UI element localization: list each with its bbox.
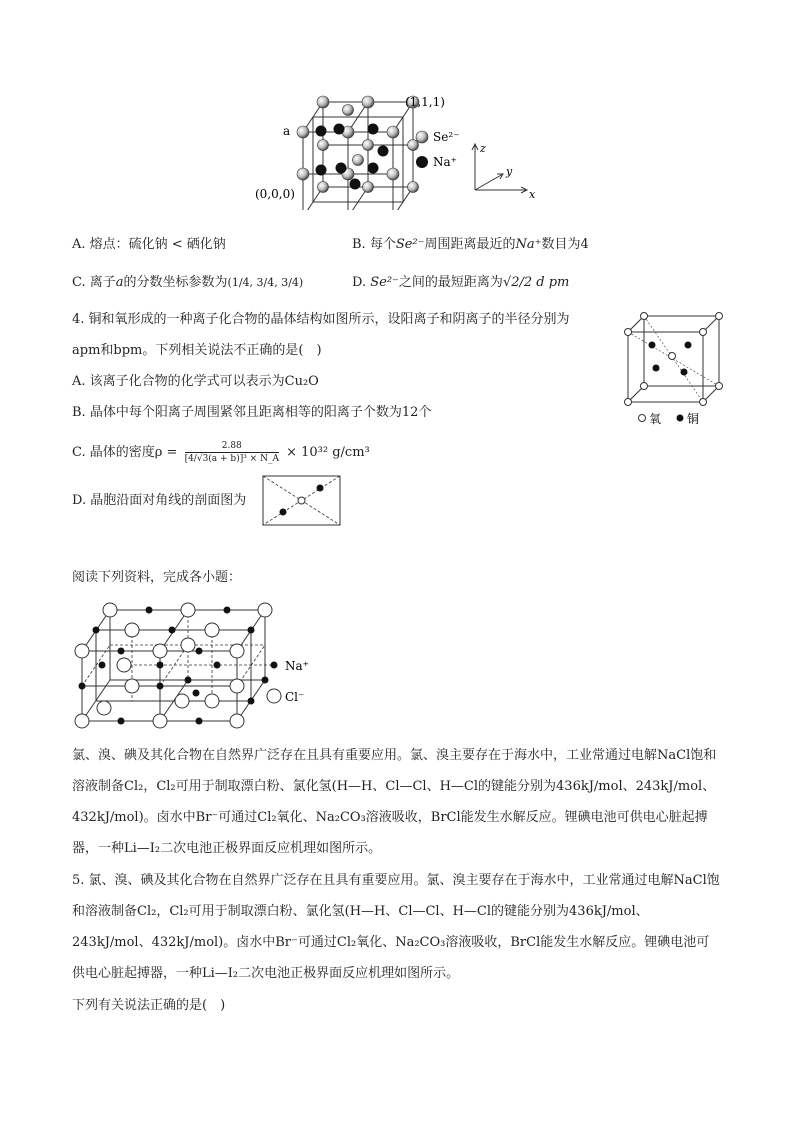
q4-c-pre: C. 晶体的密度ρ = <box>72 445 178 460</box>
cu-ion <box>317 485 324 492</box>
q4-stem-line2: apm和bpm。下列相关说法不正确的是( ) <box>72 343 322 358</box>
q4-option-d: D. 晶胞沿面对角线的剖面图为 <box>72 493 247 508</box>
coord-111-label: (1,1,1) <box>405 95 445 109</box>
na2se-cell-figure <box>255 90 555 210</box>
coord-000-label: (0,0,0) <box>255 187 295 201</box>
q4-c-denominator: [4/√3(a + b)]³ × N_A <box>184 454 279 464</box>
q3-b-se: Se²⁻ <box>395 237 425 252</box>
q3-b-post: 数目为4 <box>541 237 589 252</box>
q3-c-coord: (1/4, 3/4, 3/4) <box>227 276 304 289</box>
q3-option-b <box>352 235 589 255</box>
q4-stem-line1: 4. 铜和氧形成的一种离子化合物的晶体结构如图所示，设阳离子和阴离子的半径分别为 <box>72 312 570 327</box>
question-5-stem: 5. 氯、溴、碘及其化合物在自然界广泛存在且具有重要应用。氯、溴主要存在于海水中，工业常通过电解NaCl饱和溶液制备Cl₂，Cl₂可用于制取漂白粉、氯化氢(H—H、Cl—Cl、H—Cl的键能分别为436kJ/mol、243kJ/mol、432kJ/mol)。卤水中Br⁻可通过Cl₂氧化、Na₂CO₃溶液吸收，BrCl能发生水解反应。锂碘电池可供电心脏起搏器，一种Li—I₂二次电池正极界面反应机理如图所示。 <box>72 873 720 981</box>
cu2o-cell-figure <box>622 312 732 430</box>
q3-c-post: 的分数坐标参数为 <box>123 275 228 290</box>
se-legend-icon <box>416 131 428 143</box>
q3-b-mid: 周围距离最近的 <box>424 237 516 252</box>
cu2o-section-figure <box>262 475 342 527</box>
q4-option-a: A. 该离子化合物的化学式可以表示为Cu₂O <box>72 374 319 389</box>
copper-legend-icon <box>677 415 684 422</box>
cu-ion <box>280 509 287 516</box>
q4-c-fraction <box>185 440 279 465</box>
na-legend-icon <box>271 662 278 669</box>
q3-option-c <box>72 273 303 293</box>
axis-y-label: y <box>506 165 513 178</box>
cl-legend-label: Cl⁻ <box>285 690 305 704</box>
q4-c-post: × 10³² g/cm³ <box>286 445 370 460</box>
question-5-prompt: 下列有关说法正确的是( ) <box>72 998 226 1013</box>
passage-paragraph-1: 氯、溴、碘及其化合物在自然界广泛存在且具有重要应用。氯、溴主要存在于海水中，工业常通过电解NaCl饱和溶液制备Cl₂，Cl₂可用于制取漂白粉、氯化氢(H—H、Cl—Cl、H—Cl的键能分别为436kJ/mol、243kJ/mol、432kJ/mol)。卤水中Br⁻可通过Cl₂氧化、Na₂CO₃溶液吸收，BrCl能发生水解反应。锂碘电池可供电心脏起搏器，一种Li—I₂二次电池正极界面反应机理如图所示。 <box>72 748 717 856</box>
q3-option-a: A. 熔点：硫化钠 < 硒化钠 <box>72 237 226 252</box>
nacl-lattice-figure <box>72 598 322 730</box>
reading-intro: 阅读下列资料，完成各小题： <box>72 570 242 585</box>
axis-x-label: x <box>529 188 536 201</box>
copper-legend-label: 铜 <box>687 412 700 426</box>
q3-c-a: a <box>115 275 124 290</box>
cl-legend-icon <box>267 689 281 703</box>
ion-a-label: a <box>283 124 291 138</box>
q4-option-c <box>72 440 370 465</box>
na-legend-label: Na⁺ <box>285 659 309 673</box>
na-legend-label: Na⁺ <box>433 155 457 169</box>
q3-b-na: Na⁺ <box>515 237 542 252</box>
axis-z-label: z <box>480 142 486 155</box>
oxygen-legend-icon <box>639 415 646 422</box>
q4-option-b: B. 晶体中每个阳离子周围紧邻且距离相等的阳离子个数为12个 <box>72 405 432 420</box>
q4-c-numerator: 2.88 <box>185 440 279 453</box>
q3-b-pre: B. 每个 <box>352 237 396 252</box>
q3-d-pre: D. <box>352 275 371 290</box>
o-center-ion <box>298 497 305 504</box>
se-legend-label: Se²⁻ <box>433 130 460 144</box>
q3-c-pre: C. 离子 <box>72 275 116 290</box>
q3-d-mid: 之间的最短距离为 <box>398 275 503 290</box>
na-legend-icon <box>416 156 428 168</box>
q3-d-se: Se²⁻ <box>370 275 399 290</box>
oxygen-legend-label: 氧 <box>649 412 662 426</box>
q3-d-val: √2/2 d pm <box>502 275 570 290</box>
q3-option-d <box>352 273 569 293</box>
